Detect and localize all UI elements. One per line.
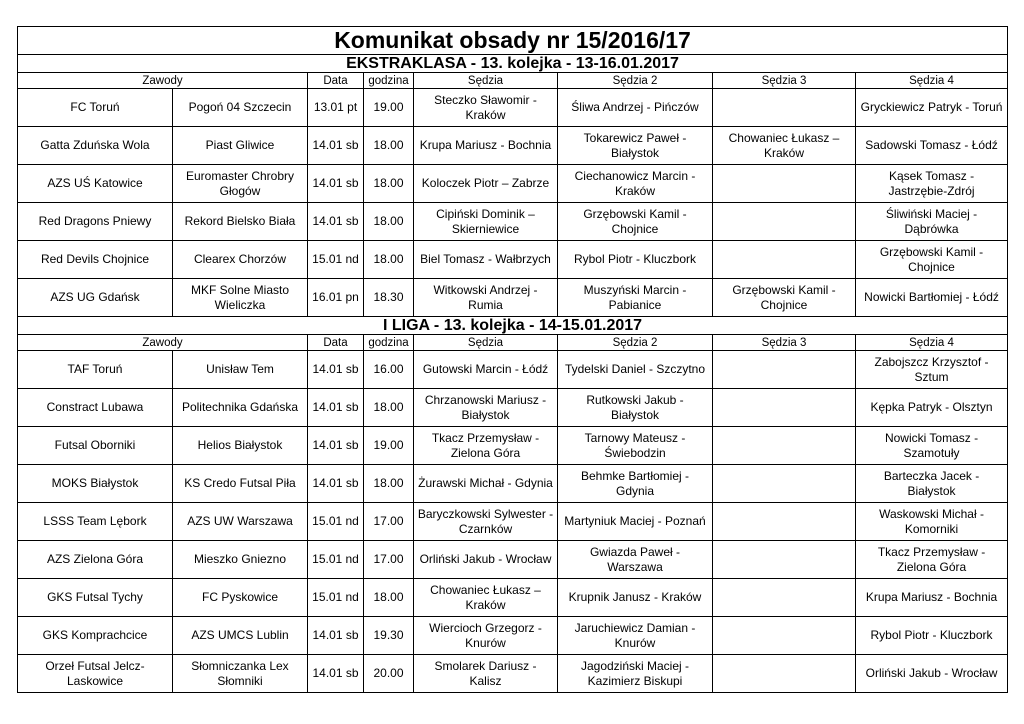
match-row	[18, 427, 1008, 465]
match-row	[18, 541, 1008, 579]
time-cell: 18.00	[364, 579, 414, 617]
date-cell: 15.01 nd	[308, 241, 364, 279]
time-cell: 20.00	[364, 655, 414, 693]
home-team-cell: Red Dragons Pniewy	[18, 203, 173, 241]
home-team-cell: Gatta Zduńska Wola	[18, 127, 173, 165]
referee-4-cell: Grzębowski Kamil - Chojnice	[856, 241, 1008, 279]
match-row	[18, 389, 1008, 427]
home-team-cell: Constract Lubawa	[18, 389, 173, 427]
date-cell: 14.01 sb	[308, 617, 364, 655]
referee-2-cell: Tokarewicz Paweł - Białystok	[558, 127, 713, 165]
section-header-row	[18, 55, 1008, 73]
column-header-data: Data	[308, 73, 364, 89]
date-cell: 14.01 sb	[308, 351, 364, 389]
away-team-cell: KS Credo Futsal Piła	[173, 465, 308, 503]
referee-1-cell: Wiercioch Grzegorz - Knurów	[414, 617, 558, 655]
referee-4-cell: Krupa Mariusz - Bochnia	[856, 579, 1008, 617]
time-cell: 18.30	[364, 279, 414, 317]
away-team-cell: Euromaster Chrobry Głogów	[173, 165, 308, 203]
home-team-cell: GKS Komprachcice	[18, 617, 173, 655]
referee-1-cell: Cipiński Dominik – Skierniewice	[414, 203, 558, 241]
column-header-sedzia4: Sędzia 4	[856, 73, 1008, 89]
away-team-cell: Słomniczanka Lex Słomniki	[173, 655, 308, 693]
match-row	[18, 165, 1008, 203]
away-team-cell: MKF Solne Miasto Wieliczka	[173, 279, 308, 317]
date-cell: 15.01 nd	[308, 503, 364, 541]
referee-4-cell: Orliński Jakub - Wrocław	[856, 655, 1008, 693]
match-row	[18, 465, 1008, 503]
date-cell: 14.01 sb	[308, 165, 364, 203]
home-team-cell: MOKS Białystok	[18, 465, 173, 503]
time-cell: 18.00	[364, 127, 414, 165]
referee-2-cell: Tarnowy Mateusz - Świebodzin	[558, 427, 713, 465]
referee-3-cell: Chowaniec Łukasz – Kraków	[713, 127, 856, 165]
title-row	[18, 27, 1008, 55]
referee-3-cell	[713, 389, 856, 427]
referee-1-cell: Biel Tomasz - Wałbrzych	[414, 241, 558, 279]
referee-1-cell: Żurawski Michał - Gdynia	[414, 465, 558, 503]
referee-4-cell: Sadowski Tomasz - Łódź	[856, 127, 1008, 165]
referee-1-cell: Chowaniec Łukasz – Kraków	[414, 579, 558, 617]
match-row	[18, 279, 1008, 317]
referee-2-cell: Gwiazda Paweł - Warszawa	[558, 541, 713, 579]
section-title: EKSTRAKLASA - 13. kolejka - 13-16.01.2017	[18, 55, 1008, 73]
match-row	[18, 89, 1008, 127]
away-team-cell: AZS UMCS Lublin	[173, 617, 308, 655]
referee-3-cell	[713, 617, 856, 655]
away-team-cell: AZS UW Warszawa	[173, 503, 308, 541]
referee-2-cell: Jaruchiewicz Damian - Knurów	[558, 617, 713, 655]
time-cell: 17.00	[364, 541, 414, 579]
referee-4-cell: Zabojszcz Krzysztof - Sztum	[856, 351, 1008, 389]
referee-3-cell	[713, 465, 856, 503]
away-team-cell: Politechnika Gdańska	[173, 389, 308, 427]
time-cell: 19.30	[364, 617, 414, 655]
referee-3-cell	[713, 165, 856, 203]
referee-4-cell: Śliwiński Maciej - Dąbrówka	[856, 203, 1008, 241]
referee-1-cell: Krupa Mariusz - Bochnia	[414, 127, 558, 165]
away-team-cell: Rekord Bielsko Biała	[173, 203, 308, 241]
date-cell: 14.01 sb	[308, 465, 364, 503]
home-team-cell: LSSS Team Lębork	[18, 503, 173, 541]
date-cell: 15.01 nd	[308, 579, 364, 617]
referee-4-cell: Kępka Patryk - Olsztyn	[856, 389, 1008, 427]
column-header-sedzia4: Sędzia 4	[856, 335, 1008, 351]
referee-2-cell: Jagodziński Maciej - Kazimierz Biskupi	[558, 655, 713, 693]
match-row	[18, 579, 1008, 617]
time-cell: 18.00	[364, 389, 414, 427]
referee-4-cell: Waskowski Michał - Komorniki	[856, 503, 1008, 541]
referee-2-cell: Behmke Bartłomiej - Gdynia	[558, 465, 713, 503]
match-row	[18, 655, 1008, 693]
column-header-row	[18, 335, 1008, 351]
referee-2-cell: Rybol Piotr - Kluczbork	[558, 241, 713, 279]
column-header-sedzia: Sędzia	[414, 73, 558, 89]
match-row	[18, 351, 1008, 389]
referee-4-cell: Barteczka Jacek - Białystok	[856, 465, 1008, 503]
referee-2-cell: Ciechanowicz Marcin - Kraków	[558, 165, 713, 203]
date-cell: 14.01 sb	[308, 203, 364, 241]
referee-1-cell: Tkacz Przemysław - Zielona Góra	[414, 427, 558, 465]
time-cell: 18.00	[364, 241, 414, 279]
referee-3-cell	[713, 655, 856, 693]
referee-4-cell: Tkacz Przemysław - Zielona Góra	[856, 541, 1008, 579]
column-header-sedzia3: Sędzia 3	[713, 73, 856, 89]
match-row	[18, 203, 1008, 241]
date-cell: 14.01 sb	[308, 655, 364, 693]
date-cell: 14.01 sb	[308, 127, 364, 165]
away-team-cell: Unisław Tem	[173, 351, 308, 389]
referee-2-cell: Krupnik Janusz - Kraków	[558, 579, 713, 617]
referee-1-cell: Smolarek Dariusz - Kalisz	[414, 655, 558, 693]
column-header-data: Data	[308, 335, 364, 351]
away-team-cell: Mieszko Gniezno	[173, 541, 308, 579]
referee-3-cell: Grzębowski Kamil - Chojnice	[713, 279, 856, 317]
referee-2-cell: Śliwa Andrzej - Pińczów	[558, 89, 713, 127]
referee-3-cell	[713, 241, 856, 279]
referee-1-cell: Gutowski Marcin - Łódź	[414, 351, 558, 389]
column-header-zawody: Zawody	[18, 73, 308, 89]
referee-2-cell: Tydelski Daniel - Szczytno	[558, 351, 713, 389]
referee-3-cell	[713, 427, 856, 465]
date-cell: 15.01 nd	[308, 541, 364, 579]
time-cell: 19.00	[364, 89, 414, 127]
home-team-cell: FC Toruń	[18, 89, 173, 127]
referee-3-cell	[713, 541, 856, 579]
column-header-sedzia3: Sędzia 3	[713, 335, 856, 351]
match-row	[18, 127, 1008, 165]
home-team-cell: TAF Toruń	[18, 351, 173, 389]
column-header-sedzia: Sędzia	[414, 335, 558, 351]
date-cell: 14.01 sb	[308, 389, 364, 427]
referee-3-cell	[713, 203, 856, 241]
time-cell: 18.00	[364, 165, 414, 203]
home-team-cell: AZS Zielona Góra	[18, 541, 173, 579]
date-cell: 14.01 sb	[308, 427, 364, 465]
referee-1-cell: Chrzanowski Mariusz - Białystok	[414, 389, 558, 427]
column-header-godzina: godzina	[364, 73, 414, 89]
date-cell: 16.01 pn	[308, 279, 364, 317]
time-cell: 18.00	[364, 465, 414, 503]
referee-2-cell: Muszyński Marcin - Pabianice	[558, 279, 713, 317]
home-team-cell: AZS UG Gdańsk	[18, 279, 173, 317]
referee-1-cell: Koloczek Piotr – Zabrze	[414, 165, 558, 203]
home-team-cell: Orzeł Futsal Jelcz-Laskowice	[18, 655, 173, 693]
referee-2-cell: Rutkowski Jakub - Białystok	[558, 389, 713, 427]
column-header-zawody: Zawody	[18, 335, 308, 351]
home-team-cell: Red Devils Chojnice	[18, 241, 173, 279]
referee-1-cell: Baryczkowski Sylwester - Czarnków	[414, 503, 558, 541]
column-header-godzina: godzina	[364, 335, 414, 351]
referee-4-cell: Rybol Piotr - Kluczbork	[856, 617, 1008, 655]
referee-4-cell: Kąsek Tomasz - Jastrzębie-Zdrój	[856, 165, 1008, 203]
referee-3-cell	[713, 579, 856, 617]
referee-3-cell	[713, 351, 856, 389]
date-cell: 13.01 pt	[308, 89, 364, 127]
home-team-cell: AZS UŚ Katowice	[18, 165, 173, 203]
referee-4-cell: Gryckiewicz Patryk - Toruń	[856, 89, 1008, 127]
away-team-cell: FC Pyskowice	[173, 579, 308, 617]
assignment-document	[17, 26, 1008, 693]
assignment-table	[17, 26, 1008, 693]
away-team-cell: Piast Gliwice	[173, 127, 308, 165]
referee-1-cell: Steczko Sławomir - Kraków	[414, 89, 558, 127]
home-team-cell: Futsal Oborniki	[18, 427, 173, 465]
referee-1-cell: Witkowski Andrzej - Rumia	[414, 279, 558, 317]
match-row	[18, 617, 1008, 655]
page-title: Komunikat obsady nr 15/2016/17	[18, 27, 1008, 55]
time-cell: 18.00	[364, 203, 414, 241]
time-cell: 16.00	[364, 351, 414, 389]
column-header-sedzia2: Sędzia 2	[558, 73, 713, 89]
away-team-cell: Helios Białystok	[173, 427, 308, 465]
referee-3-cell	[713, 503, 856, 541]
referee-1-cell: Orliński Jakub - Wrocław	[414, 541, 558, 579]
match-row	[18, 503, 1008, 541]
column-header-sedzia2: Sędzia 2	[558, 335, 713, 351]
time-cell: 17.00	[364, 503, 414, 541]
match-row	[18, 241, 1008, 279]
time-cell: 19.00	[364, 427, 414, 465]
section-header-row	[18, 317, 1008, 335]
away-team-cell: Pogoń 04 Szczecin	[173, 89, 308, 127]
referee-3-cell	[713, 89, 856, 127]
referee-4-cell: Nowicki Bartłomiej - Łódź	[856, 279, 1008, 317]
referee-2-cell: Grzębowski Kamil - Chojnice	[558, 203, 713, 241]
away-team-cell: Clearex Chorzów	[173, 241, 308, 279]
home-team-cell: GKS Futsal Tychy	[18, 579, 173, 617]
column-header-row	[18, 73, 1008, 89]
referee-2-cell: Martyniuk Maciej - Poznań	[558, 503, 713, 541]
referee-4-cell: Nowicki Tomasz - Szamotuły	[856, 427, 1008, 465]
section-title: I LIGA - 13. kolejka - 14-15.01.2017	[18, 317, 1008, 335]
